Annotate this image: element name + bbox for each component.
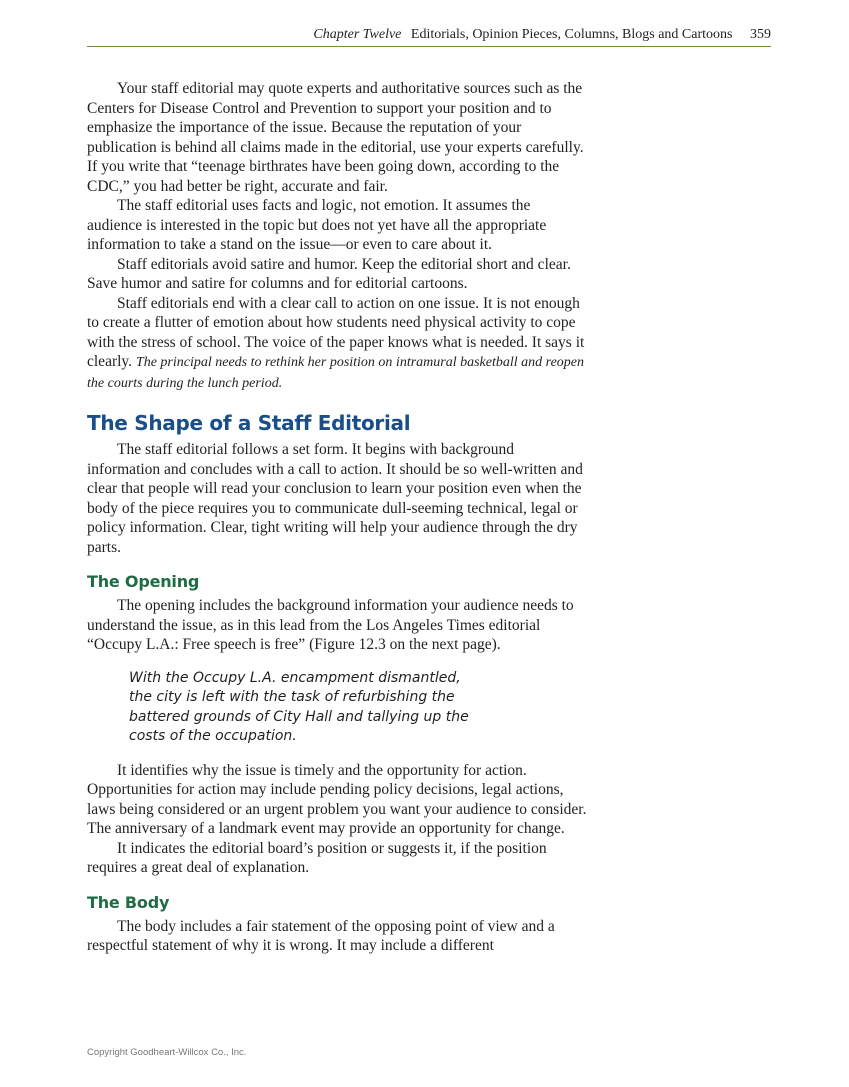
running-head	[87, 26, 771, 47]
paragraph-facts-logic: The staff editorial uses facts and logic, not emotion. It assumes the audience is interested in the topic but does not yet have all the appropriate information to take a stand on the issue—or even to care about it.	[87, 197, 547, 253]
chapter-label: Chapter Twelve	[313, 27, 402, 42]
paragraph-timely: It identifies why the issue is timely and the opportunity for action. Opportunities for action may include pending policy decisions, legal actions, laws being considered or an urgent problem you want your audience to consider. The anniversary of a landmark event may provide an opportunity for change.	[87, 761, 587, 837]
subheading-opening: The Opening	[87, 572, 200, 591]
page-number: 359	[750, 27, 771, 42]
paragraph-shape: The staff editorial follows a set form. It begins with background information and concludes with a call to action. It should be so well-written and clear that people will read your conclusion to learn your position even when the body of the piece requires you to communicate dull-seeming technical, legal or policy information. Clear, tight writing will help your audience through the dry parts.	[87, 441, 583, 556]
call-to-action-example: The principal needs to rethink her position on intramural basketball and reopen the courts during the lunch period.	[87, 355, 585, 391]
paragraph-call-to-action	[87, 294, 587, 394]
subheading-body: The Body	[87, 892, 170, 912]
paragraph-body: The body includes a fair statement of the opposing point of view and a respectful statement of why it is wrong. It may include a different	[87, 917, 555, 954]
paragraph-satire-humor: Staff editorials avoid satire and humor. Keep the editorial short and clear. Save humor and satire for columns and for editorial cartoons.	[87, 255, 571, 292]
paragraph-expert-sources: Your staff editorial may quote experts and authoritative sources such as the Centers for Disease Control and Prevention to support your position and to emphasize the importance of the issue. Because the reputation of your publication is behind all claims made in the editorial, use your experts carefully. If you write that “teenage birthrates have been going down, according to the CDC,” you had better be right, accurate and fair.	[87, 80, 584, 195]
paragraph-position: It indicates the editorial board’s position or suggests it, if the position requires a great deal of explanation.	[87, 839, 547, 876]
chapter-title: Editorials, Opinion Pieces, Columns, Blogs and Cartoons	[410, 27, 733, 42]
paragraph-opening: The opening includes the background information your audience needs to understand the issue, as in this lead from the Los Angeles Times editorial “Occupy L.A.: Free speech is free” (Figure 12.3 on the next page).	[87, 597, 574, 653]
block-quote-occupy-la: With the Occupy L.A. encampment dismantled, the city is left with the task of refurbishing the battered grounds of City Hall and tallying up the costs of the occupation.	[129, 669, 469, 744]
copyright-footer: Copyright Goodheart-Willcox Co., Inc.	[87, 1047, 247, 1058]
section-heading-shape: The Shape of a Staff Editorial	[87, 411, 411, 435]
call-to-action-text: Staff editorials end with a clear call to action on one issue. It is not enough to create a flutter of emotion about how students need physical activity to cope with the stress of school. The voice of the paper knows what is needed. It says it clearly.	[87, 294, 585, 370]
main-text-column	[87, 79, 587, 956]
